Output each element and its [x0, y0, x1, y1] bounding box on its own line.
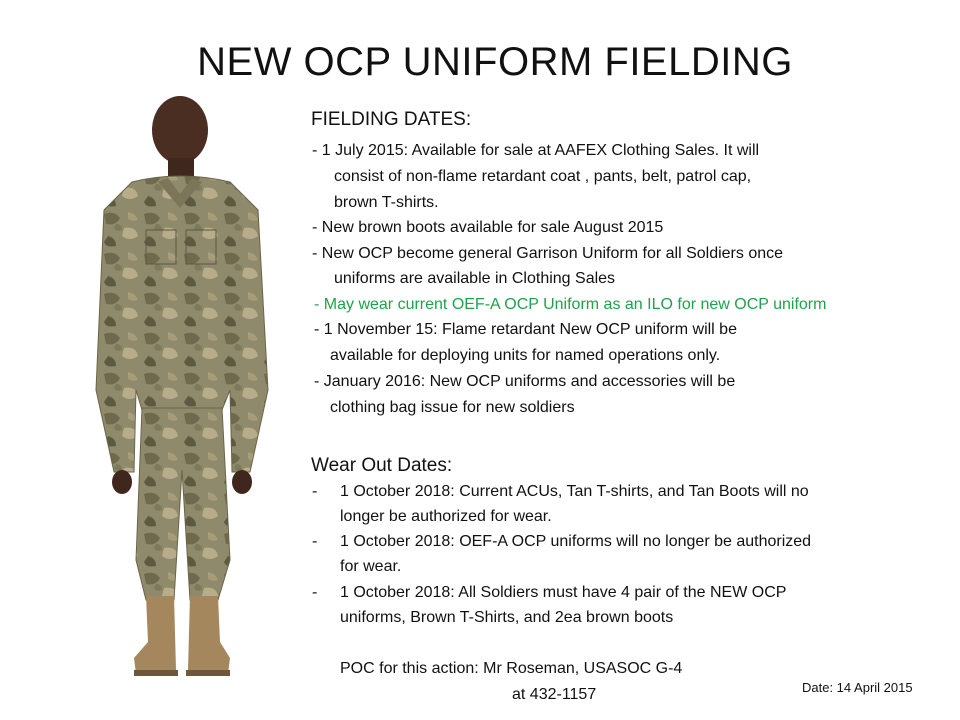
fielding-line: - 1 July 2015: Available for sale at AAFEX Clothing Sales. It will — [312, 142, 760, 159]
wearout-line: 1 October 2018: OEF-A OCP uniforms will no longer be authorized — [340, 533, 812, 550]
document-date: Date: 14 April 2015 — [802, 680, 913, 695]
fielding-line: brown T-shirts. — [334, 194, 439, 211]
fielding-line: - January 2016: New OCP uniforms and accessories will be — [314, 373, 736, 390]
fielding-line: available for deploying units for named operations only. — [330, 347, 721, 364]
poc-line: POC for this action: Mr Roseman, USASOC G-4 — [340, 660, 683, 677]
fielding-line: - New OCP become general Garrison Uniform for all Soldiers once — [312, 245, 784, 262]
fielding-dates-heading: FIELDING DATES: — [311, 109, 472, 130]
wearout-bullet: - — [312, 483, 318, 500]
fielding-line-highlight: - May wear current OEF-A OCP Uniform as an ILO for new OCP uniform — [314, 296, 827, 313]
wearout-bullet: - — [312, 533, 318, 550]
wearout-line: 1 October 2018: Current ACUs, Tan T-shirts, and Tan Boots will no — [340, 483, 809, 500]
poc-phone: at 432-1157 — [512, 686, 597, 703]
fielding-line: clothing bag issue for new soldiers — [330, 399, 575, 416]
wearout-line: uniforms, Brown T-Shirts, and 2ea brown boots — [340, 609, 674, 626]
wearout-bullet: - — [312, 584, 318, 601]
wear-out-dates-heading: Wear Out Dates: — [311, 455, 453, 476]
wearout-line: longer be authorized for wear. — [340, 508, 552, 525]
wearout-line: for wear. — [340, 558, 402, 575]
soldier-photo — [62, 90, 302, 690]
wearout-line: 1 October 2018: All Soldiers must have 4 pair of the NEW OCP — [340, 584, 787, 601]
fielding-line: consist of non-flame retardant coat , pants, belt, patrol cap, — [334, 168, 752, 185]
fielding-line: - 1 November 15: Flame retardant New OCP uniform will be — [314, 321, 737, 338]
page-title: NEW OCP UNIFORM FIELDING — [197, 40, 793, 84]
fielding-line: uniforms are available in Clothing Sales — [334, 270, 616, 287]
fielding-line: - New brown boots available for sale August 2015 — [312, 219, 664, 236]
